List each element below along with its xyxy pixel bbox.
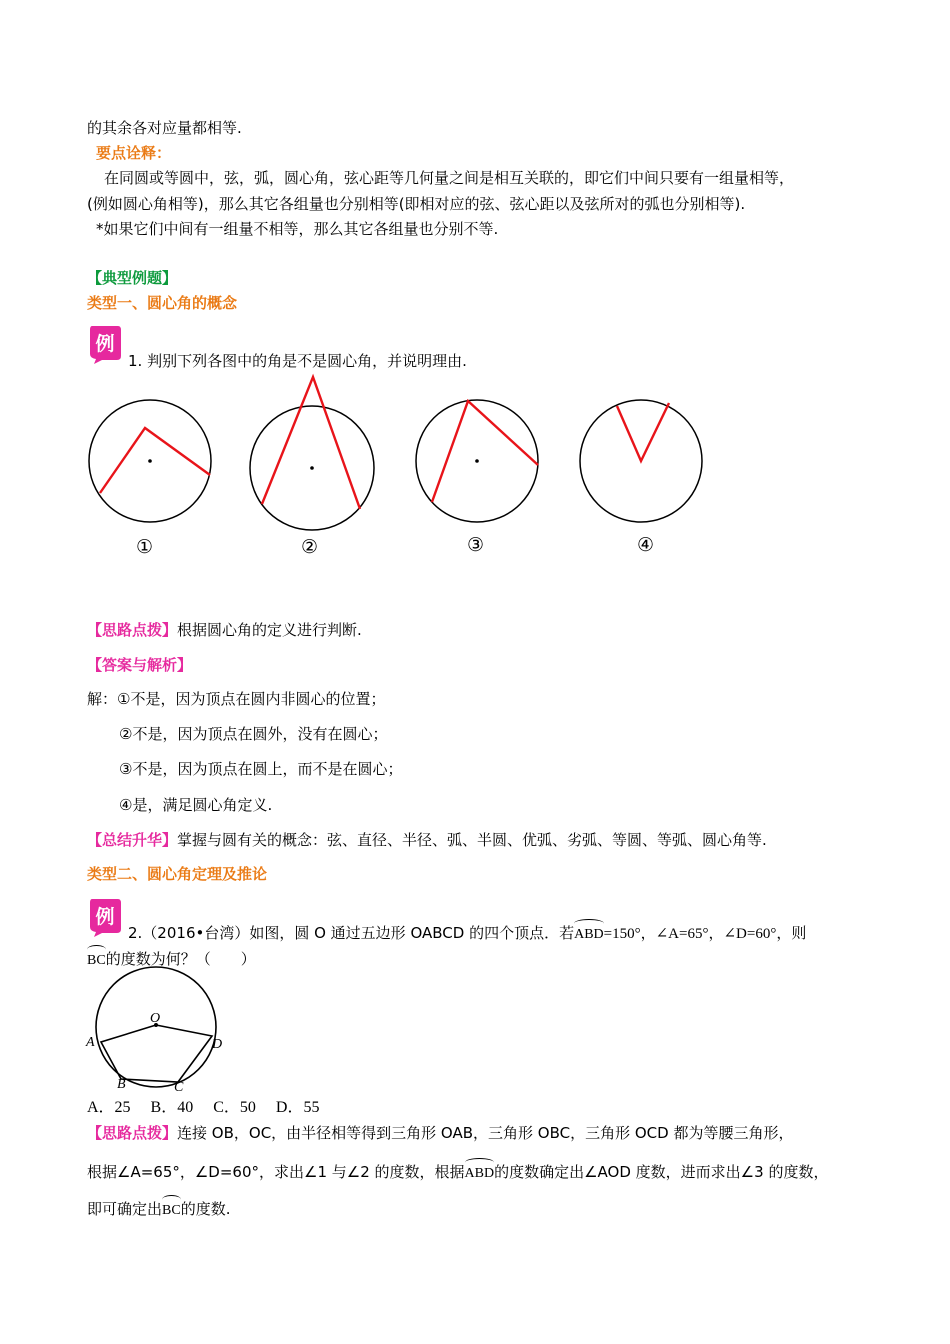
figure-1 xyxy=(89,400,211,522)
example-badge-char: 例 xyxy=(95,333,115,355)
figure-label-3: ③ xyxy=(467,534,485,556)
hint-text: 根据圆心角的定义进行判断. xyxy=(177,621,362,639)
summary-text: 掌握与圆有关的概念：弦、直径、半径、弧、半圆、优弧、劣弧、等圆、等弧、圆心角等. xyxy=(177,831,767,849)
point-label-a: A xyxy=(86,1035,95,1050)
type2-title: 类型二、圆心角定理及推论 xyxy=(87,865,268,883)
point-label-o: O xyxy=(150,1011,161,1026)
figure-label-1: ① xyxy=(136,536,154,558)
type2-question-line1: 2.（2016•台湾）如图，圆 O 通过五边形 OABCD 的四个顶点．若ABD=150°，∠A=65°，∠D=60°，则 xyxy=(128,921,806,945)
summary-label: 【总结升华】 xyxy=(87,831,178,849)
arc-bc: BC xyxy=(87,947,106,971)
answer-line-3: ③不是，因为顶点在圆上，而不是在圆心； xyxy=(119,760,403,778)
answer-line-4: ④是，满足圆心角定义. xyxy=(119,796,273,814)
figure-label-2: ② xyxy=(301,536,319,558)
figure-label-4: ④ xyxy=(637,534,655,556)
arc-bc-2: BC xyxy=(162,1197,181,1221)
hint-label: 【思路点拨】 xyxy=(87,621,178,639)
type1-title: 类型一、圆心角的概念 xyxy=(87,294,238,312)
key-point-para2: (例如圆心角相等)，那么其它各组量也分别相等(即相对应的弦、弦心距以及弦所对的弧也分别相等). xyxy=(87,195,746,213)
answer-line-1: 解：①不是，因为顶点在圆内非圆心的位置； xyxy=(87,690,386,708)
type2-hint-line2: 根据∠A=65°，∠D=60°，求出∠1 与∠2 的度数，根据ABD的度数确定出∠AOD 度数，进而求出∠3 的度数， xyxy=(87,1160,828,1184)
pentagon-circle-figure xyxy=(84,966,230,1096)
type2-question-line2: BC的度数为何？（ ） xyxy=(87,947,256,971)
answer-line-2: ②不是，因为顶点在圆外，没有在圆心； xyxy=(119,725,388,743)
example-badge-icon xyxy=(88,324,122,364)
type2-hint-line1: 【思路点拨】连接 OB，OC，由半径相等得到三角形 OAB，三角形 OBC，三角形 OCD 都为等腰三角形， xyxy=(87,1124,794,1142)
example-badge-icon-2 xyxy=(88,897,122,937)
example-badge-char-2: 例 xyxy=(95,906,115,928)
arc-abd-2: ABD xyxy=(465,1160,495,1184)
point-label-c: C xyxy=(174,1080,184,1095)
key-point-para1: 在同圆或等圆中，弦，弧，圆心角，弦心距等几何量之间是相互关联的，即它们中间只要有一组量相等， xyxy=(104,169,795,187)
circle-figures xyxy=(80,370,720,535)
figure-4 xyxy=(580,400,702,522)
figure-3 xyxy=(416,400,538,522)
type2-hint-line3: 即可确定出BC的度数. xyxy=(87,1197,230,1221)
point-label-d: D xyxy=(212,1037,223,1052)
key-point-heading: 要点诠释： xyxy=(96,144,172,162)
intro-continuation: 的其余各对应量都相等. xyxy=(87,119,242,137)
key-point-para3: *如果它们中间有一组量不相等，那么其它各组量也分别不等. xyxy=(96,220,499,238)
section-title: 【典型例题】 xyxy=(87,269,178,287)
arc-abd: ABD xyxy=(574,921,604,945)
point-label-b: B xyxy=(117,1077,126,1092)
type2-options: A．25 B．40 C．50 D．55 xyxy=(87,1099,320,1116)
answer-label: 【答案与解析】 xyxy=(87,656,193,674)
type1-hint xyxy=(87,620,362,640)
type1-question: 1. 判别下列各图中的角是不是圆心角，并说明理由. xyxy=(128,352,467,370)
figure-2 xyxy=(250,377,374,530)
hint-label-2: 【思路点拨】 xyxy=(87,1124,178,1142)
type1-summary xyxy=(87,830,767,850)
